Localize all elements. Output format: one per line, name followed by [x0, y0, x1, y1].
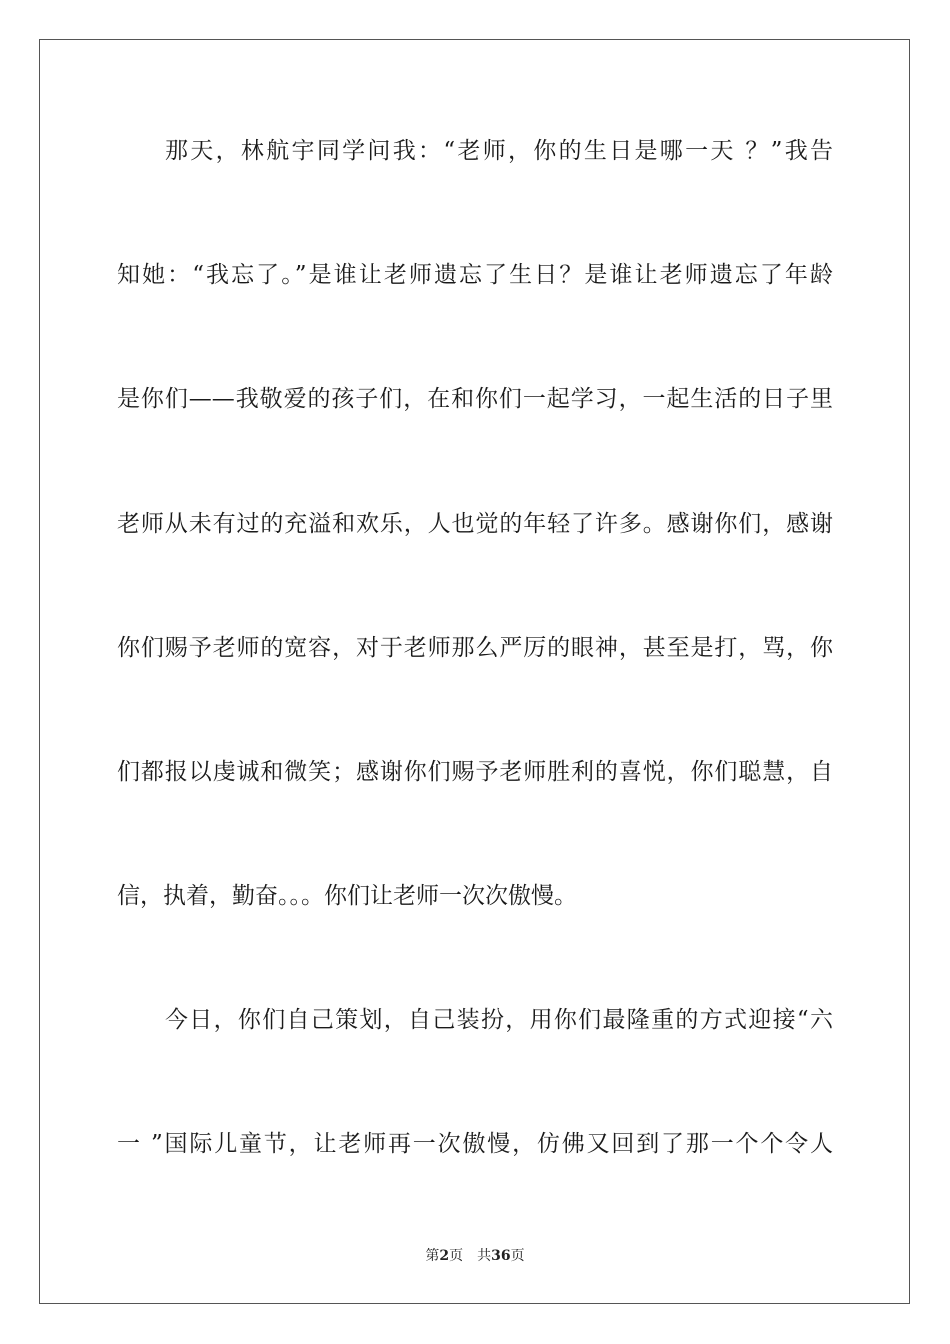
paragraph-1-line-2: 知她：“我忘了。”是谁让老师遗忘了生日？是谁让老师遗忘了年龄: [117, 262, 833, 288]
paragraph-1-line-7: 信，执着，勤奋。。。你们让老师一次次傲慢。: [117, 883, 577, 909]
footer-total-prefix: 共: [477, 1248, 492, 1264]
footer-total-pages: 36: [491, 1248, 511, 1264]
paragraph-1-line-4: 老师从未有过的充溢和欢乐，人也觉的年轻了许多。感谢你们，感谢: [117, 511, 833, 537]
footer-page-number: 2: [439, 1248, 450, 1264]
page-footer: [0, 1247, 950, 1265]
paragraph-1-line-3: 是你们——我敬爱的孩子们，在和你们一起学习，一起生活的日子里: [117, 386, 833, 412]
footer-page-prefix: 第: [425, 1248, 440, 1264]
paragraph-2-line-2: 一 ”国际儿童节，让老师再一次傲慢，仿佛又回到了那一个个令人: [117, 1131, 833, 1157]
page-frame: [39, 39, 910, 1304]
paragraph-2-line-1: 今日，你们自己策划，自己装扮，用你们最隆重的方式迎接“六: [165, 1007, 833, 1033]
footer-total-suffix: 页: [510, 1248, 525, 1264]
footer-page-suffix: 页: [449, 1248, 464, 1264]
paragraph-1-line-6: 们都报以虔诚和微笑；感谢你们赐予老师胜利的喜悦，你们聪慧，自: [117, 759, 833, 785]
paragraph-1-line-1: 那天，林航宇同学问我：“老师，你的生日是哪一天 ？”我告: [165, 138, 833, 164]
paragraph-1-line-5: 你们赐予老师的宽容，对于老师那么严厉的眼神，甚至是打，骂，你: [117, 635, 833, 661]
